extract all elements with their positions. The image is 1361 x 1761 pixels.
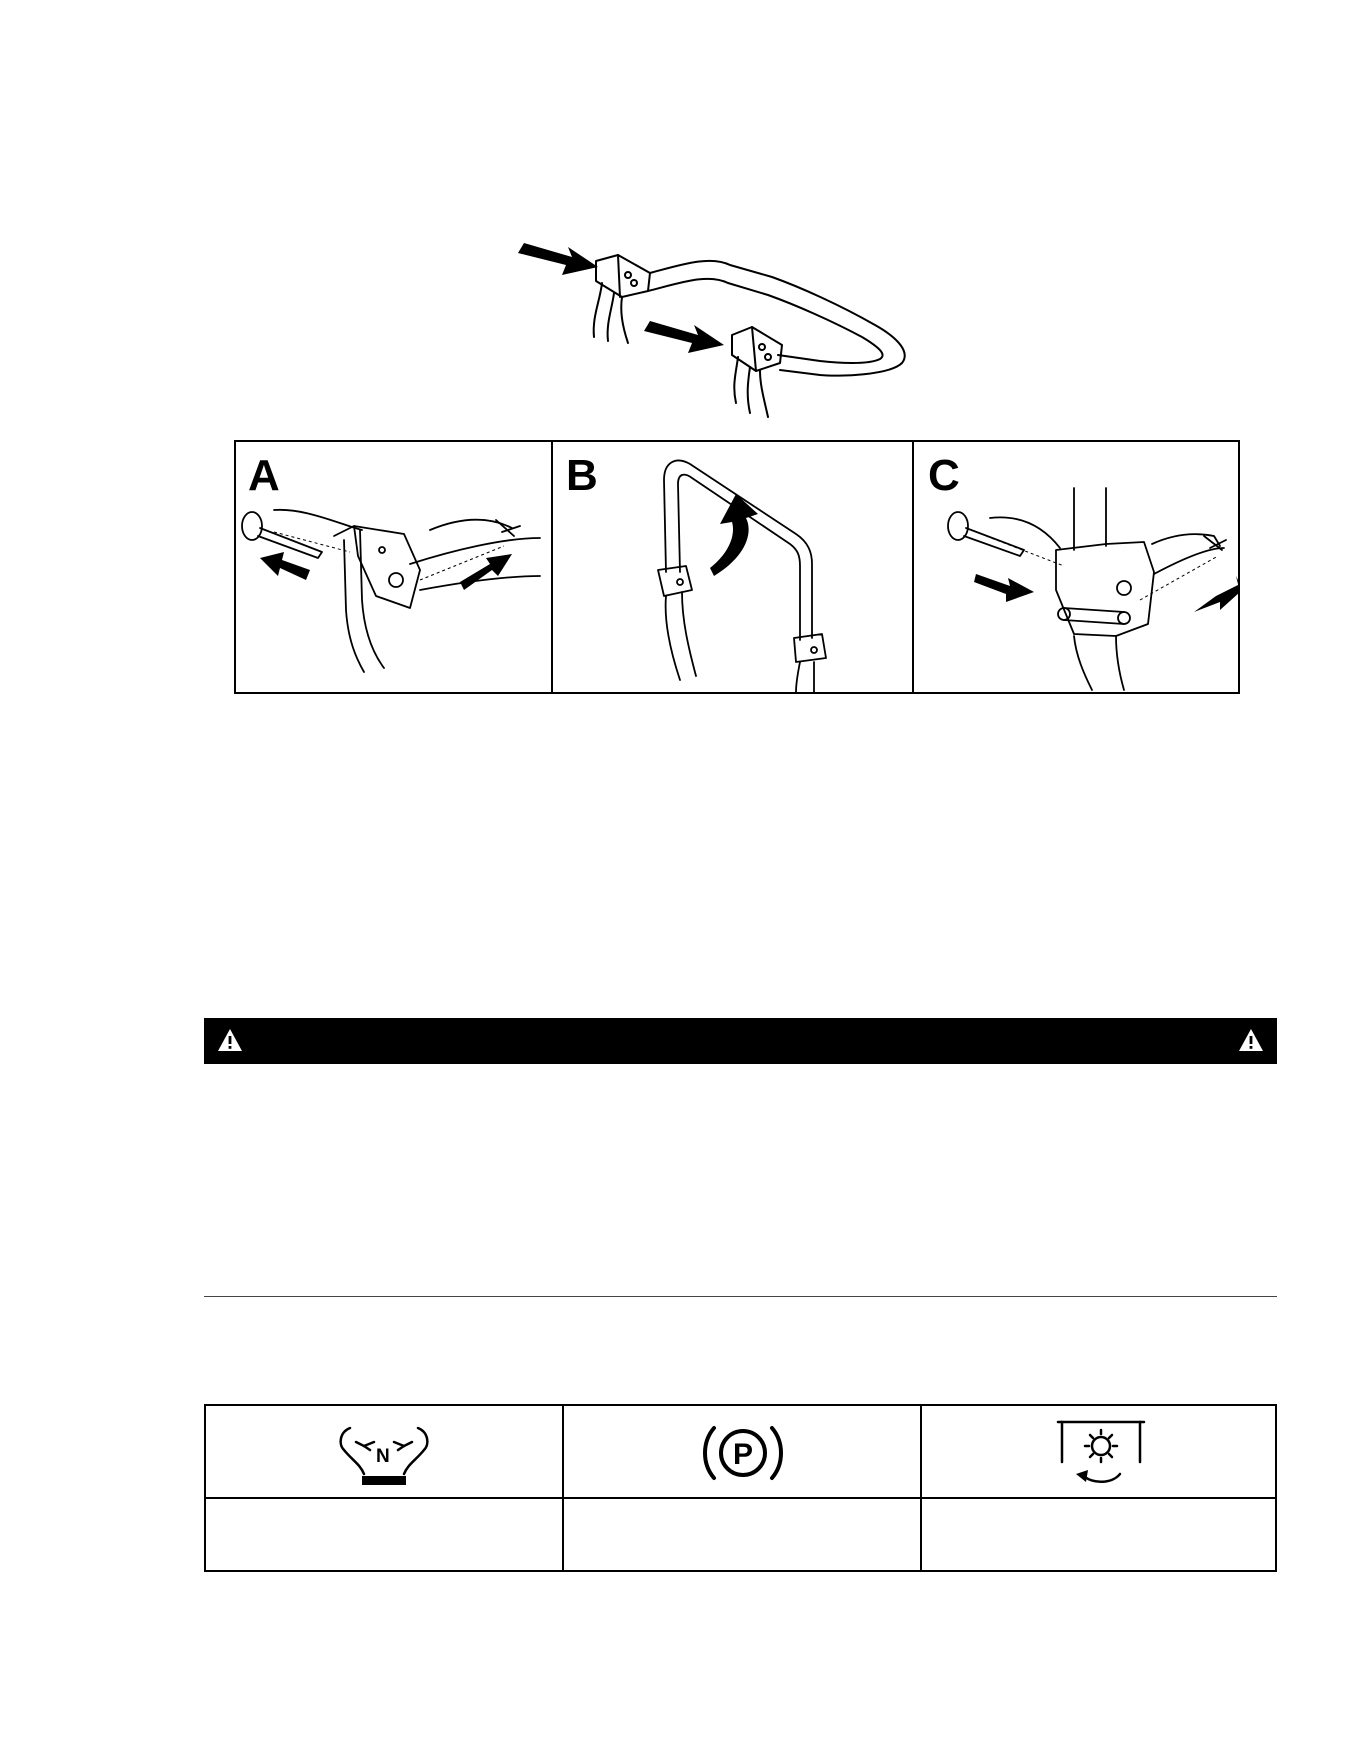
panel-label-a: A: [248, 451, 280, 500]
table-row-divider: [206, 1497, 1275, 1499]
panel-label-c: C: [928, 451, 960, 500]
table-column-divider: [920, 1406, 922, 1570]
neutral-icon-text: N: [376, 1446, 390, 1467]
section-divider: [204, 1296, 1277, 1297]
warning-triangle-icon: [1238, 1028, 1264, 1052]
parking-brake-icon: [698, 1420, 788, 1486]
symbol-table: [204, 1404, 1277, 1572]
panel-label-b: B: [566, 451, 598, 500]
warning-banner: [204, 1018, 1277, 1064]
neutral-position-icon: [336, 1420, 432, 1488]
warning-triangle-icon: [217, 1028, 243, 1052]
pto-engage-icon: [1056, 1418, 1146, 1490]
roll-bar-fold-steps-figure: [234, 440, 1240, 694]
table-column-divider: [562, 1406, 564, 1570]
parking-brake-icon-text: P: [733, 1438, 754, 1471]
roll-bar-overview-illustration: [510, 225, 930, 425]
